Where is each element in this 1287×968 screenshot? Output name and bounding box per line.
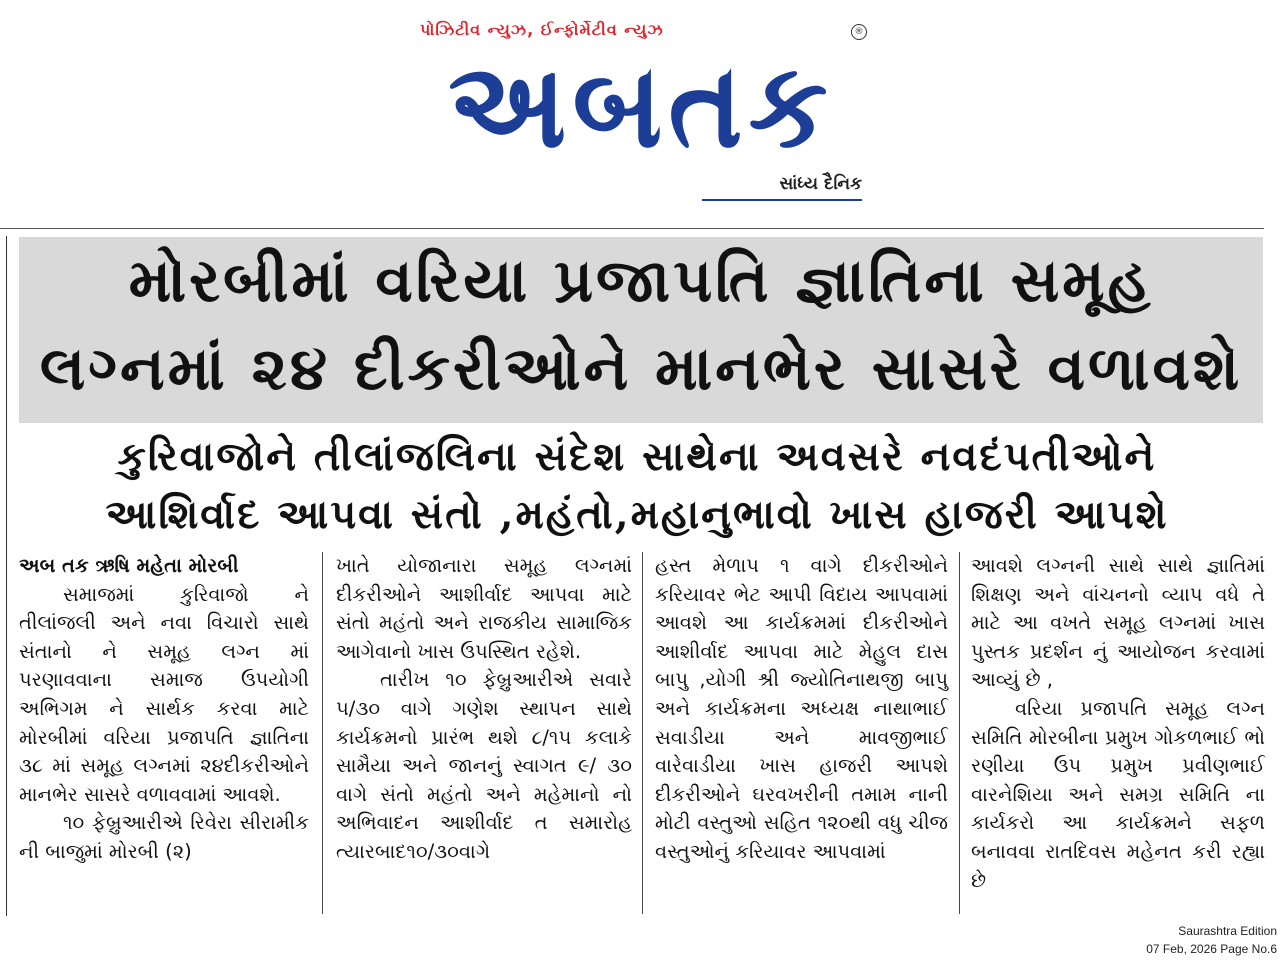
- masthead: [0, 0, 1287, 225]
- subhead-line-1: કુરિવાજોને તીલાંજલિના સંદેશ સાથેના અવસરે નવદંપતીઓને: [117, 433, 1157, 480]
- edition-label: Saurashtra Edition: [1178, 924, 1277, 938]
- subtitle-underline: [702, 199, 862, 201]
- subhead-line-2: આશિર્વાદ આપવા સંતો ,મહંતો,મહાનુભાવો ખાસ હાજરી આપશે: [105, 491, 1169, 538]
- article-headline: [19, 237, 1263, 423]
- masthead-subtitle: સાંધ્ય દૈનિક: [779, 174, 862, 194]
- column-divider: [959, 552, 960, 914]
- article-column-3: [655, 552, 948, 914]
- top-divider: [0, 228, 1264, 229]
- article-column-1: [19, 552, 309, 914]
- paragraph: આવશે લગ્નની સાથે સાથે જ્ઞાતિમાં શિક્ષણ અને વાંચનનો વ્યાપ વધે તે માટે આ વખતે સમૂહ લગ્નમાં ખાસ પુસ્તક પ્રદર્શન નું આયોજન કરવામાં આવ્યું છે ,: [971, 554, 1265, 692]
- paragraph: વરિયા પ્રજાપતિ સમૂહ લગ્ન સમિતિ મોરબીના પ્રમુખ ગોકળભાઈ ભો રણીયા ઉપ પ્રમુખ પ્રવીણભાઈ વારનેશિયા અને સમગ્ર સમિતિ ના કાર્યકરો આ કાર્યક્રમને સફળ બનાવવા રાતદિવસ મહેનત કરી રહ્યા છે: [971, 696, 1265, 892]
- article-byline: અબ તક ઋષિ મહેતા મોરબી: [19, 554, 239, 577]
- page-footer: [1017, 922, 1277, 958]
- article-column-4: [971, 552, 1265, 914]
- date-page-label: 07 Feb, 2026 Page No.6: [1146, 942, 1277, 956]
- headline-line-2: લગ્નમાં ૨૪ દીકરીઓને માનભેર સાસરે વળાવશે: [39, 334, 1243, 404]
- left-border: [6, 236, 7, 916]
- article-column-2: [336, 552, 632, 914]
- paragraph: સમાજમાં કુરિવાજો ને તીલાંજલી અને નવા વિચારો સાથે સંતાનો ને સમૂહ લગ્ન માં પરણાવવાના સમાજ ઉપયોગી અભિગમ ને સાર્થક કરવા માટે મોરબીમાં વરિયા પ્રજાપતિ જ્ઞાતિના ૩૮ માં સમૂહ લગ્નમાં ૨૪દીકરીઓને માનભેર સાસરે વળાવવામાં આવશે.: [19, 582, 309, 806]
- newspaper-logo: અબતક: [448, 37, 834, 175]
- column-divider: [642, 552, 643, 914]
- column-divider: [322, 552, 323, 914]
- article-subheadline: [10, 428, 1264, 544]
- headline-line-1: મોરબીમાં વરિયા પ્રજાપતિ જ્ઞાતિના સમૂહ: [128, 246, 1154, 316]
- masthead-tagline: પોઝિટીવ ન્યુઝ, ઈન્ફોર્મેટીવ ન્યુઝ: [420, 20, 664, 39]
- paragraph: ખાતે યોજાનારા સમૂહ લગ્નમાં દીકરીઓને આશીર્વાદ આપવા માટે સંતો મહંતો અને રાજકીય સામાજિક આગેવાનો ખાસ ઉપસ્થિત રહેશે.: [336, 554, 632, 663]
- paragraph: ૧૦ ફેબ્રુઆરીએ રિવેરા સીરામીક ની બાજુમાં મોરબી (૨): [19, 811, 309, 863]
- paragraph: હસ્ત મેળાપ ૧ વાગે દીકરીઓને કરિયાવર ભેટ આપી વિદાય આપવામાં આવશે આ કાર્યક્રમમાં દીકરીઓને આશીર્વાદ આપવા માટે મેહુલ દાસ બાપુ ,યોગી શ્રી જ્યોતિનાથજી બાપુ અને કાર્યક્રમના અધ્યક્ષ નાથાભાઈ સવાડીયા અને માવજીભાઈ વારેવાડીયા ખાસ હાજરી આપશે દીકરીઓને ઘરવખરીની તમામ નાની મોટી વસ્તુઓ સહિત ૧૨૦થી વધુ ચીજ વસ્તુઓનું કરિયાવર આપવામાં: [655, 554, 948, 863]
- registered-mark-icon: ®: [851, 24, 867, 40]
- paragraph: તારીખ ૧૦ ફેબ્રુઆરીએ સવારે ૫/૩૦ વાગે ગણેશ સ્થાપન સાથે કાર્યક્રમનો પ્રારંભ થશે ૮/૧૫ કલાકે સામૈયા અને જાનનું સ્વાગત ૯/ ૩૦ વાગે સંતો મહંતો અને મહેમાનો નો અભિવાદન આશીર્વાદ ત સમારોહ ત્યારબાદ૧૦/૩૦વાગે: [336, 668, 632, 863]
